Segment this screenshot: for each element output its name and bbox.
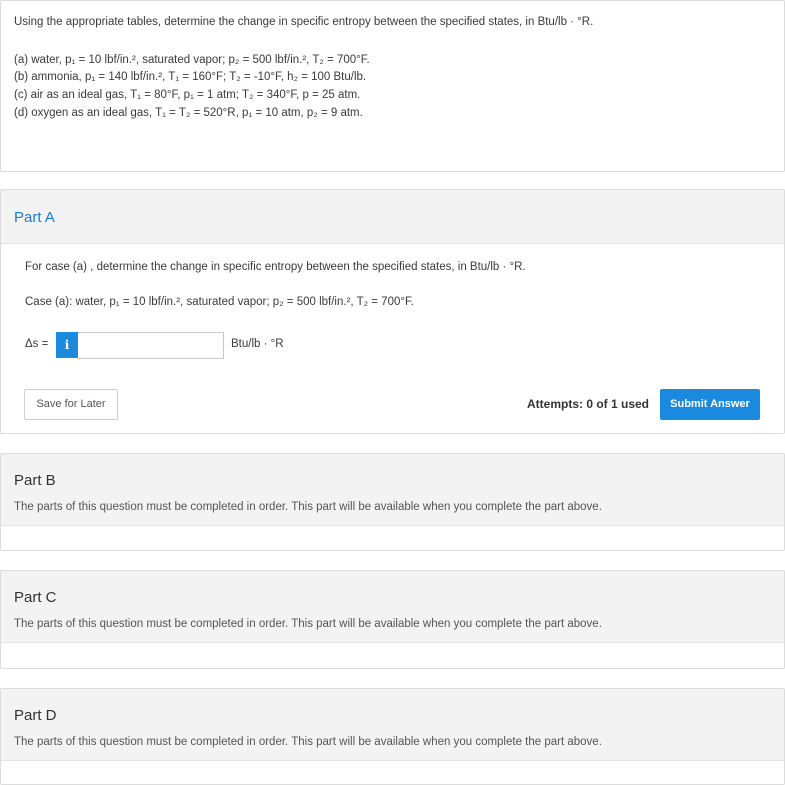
case-text: p₁ = 10 lbf/in.², saturated vapor; p₂ = 500 lbf/in.², T₂ = 700°F. [65,54,370,66]
part-b-card [0,453,785,551]
case-label: (b) ammonia, [14,71,85,83]
part-c-title: Part C [14,589,57,606]
part-b-header [1,454,784,526]
case-text: p₁ = 140 lbf/in.², T₁ = 160°F; T₂ = -10°F, h₂ = 100 Btu/lb. [84,71,367,83]
case-label: (d) oxygen as an ideal gas, [14,107,156,119]
case-text: T₁ = T₂ = 520°R, p₁ = 10 atm, p₂ = 9 atm. [155,107,363,119]
part-d-card [0,688,785,785]
case-text: T₁ = 80°F, p₁ = 1 atm; T₂ = 340°F, p = 25 atm. [130,89,361,101]
part-a-title: Part A [14,209,55,226]
attempts-counter: Attempts: 0 of 1 used [527,397,650,411]
part-b-title: Part B [14,472,56,489]
case-b-line [14,71,366,83]
delta-s-label: Δs = [25,338,49,350]
part-d-header [1,689,784,761]
answer-unit: Btu/lb · °R [231,338,284,350]
part-a-instruction: For case (a) , determine the change in specific entropy between the specified states, in Btu/lb · °R. [25,261,526,273]
case-label: (a) water, [14,54,66,66]
case-label: (c) air as an ideal gas, [14,89,131,101]
part-a-case-text: Case (a): water, p₁ = 10 lbf/in.², saturated vapor; p₂ = 500 lbf/in.², T₂ = 700°F. [25,296,414,308]
part-d-title: Part D [14,707,57,724]
delta-s-answer-input[interactable] [78,332,224,359]
part-c-locked-note: The parts of this question must be completed in order. This part will be available when you complete the part above. [14,618,602,630]
info-icon-glyph: i [64,338,70,352]
submit-answer-button[interactable]: Submit Answer [660,389,760,420]
case-d-line [14,107,363,119]
save-for-later-button[interactable]: Save for Later [24,389,118,420]
part-c-header [1,571,784,643]
part-a-header[interactable] [1,190,784,244]
question-prompt: Using the appropriate tables, determine the change in specific entropy between the specified states, in Btu/lb · °R. [14,16,594,28]
part-b-locked-note: The parts of this question must be completed in order. This part will be available when you complete the part above. [14,501,602,513]
case-c-line [14,89,360,101]
info-icon[interactable] [56,332,78,358]
part-d-locked-note: The parts of this question must be completed in order. This part will be available when you complete the part above. [14,736,602,748]
question-card [0,0,785,172]
part-c-card [0,570,785,669]
case-a-line [14,54,370,66]
